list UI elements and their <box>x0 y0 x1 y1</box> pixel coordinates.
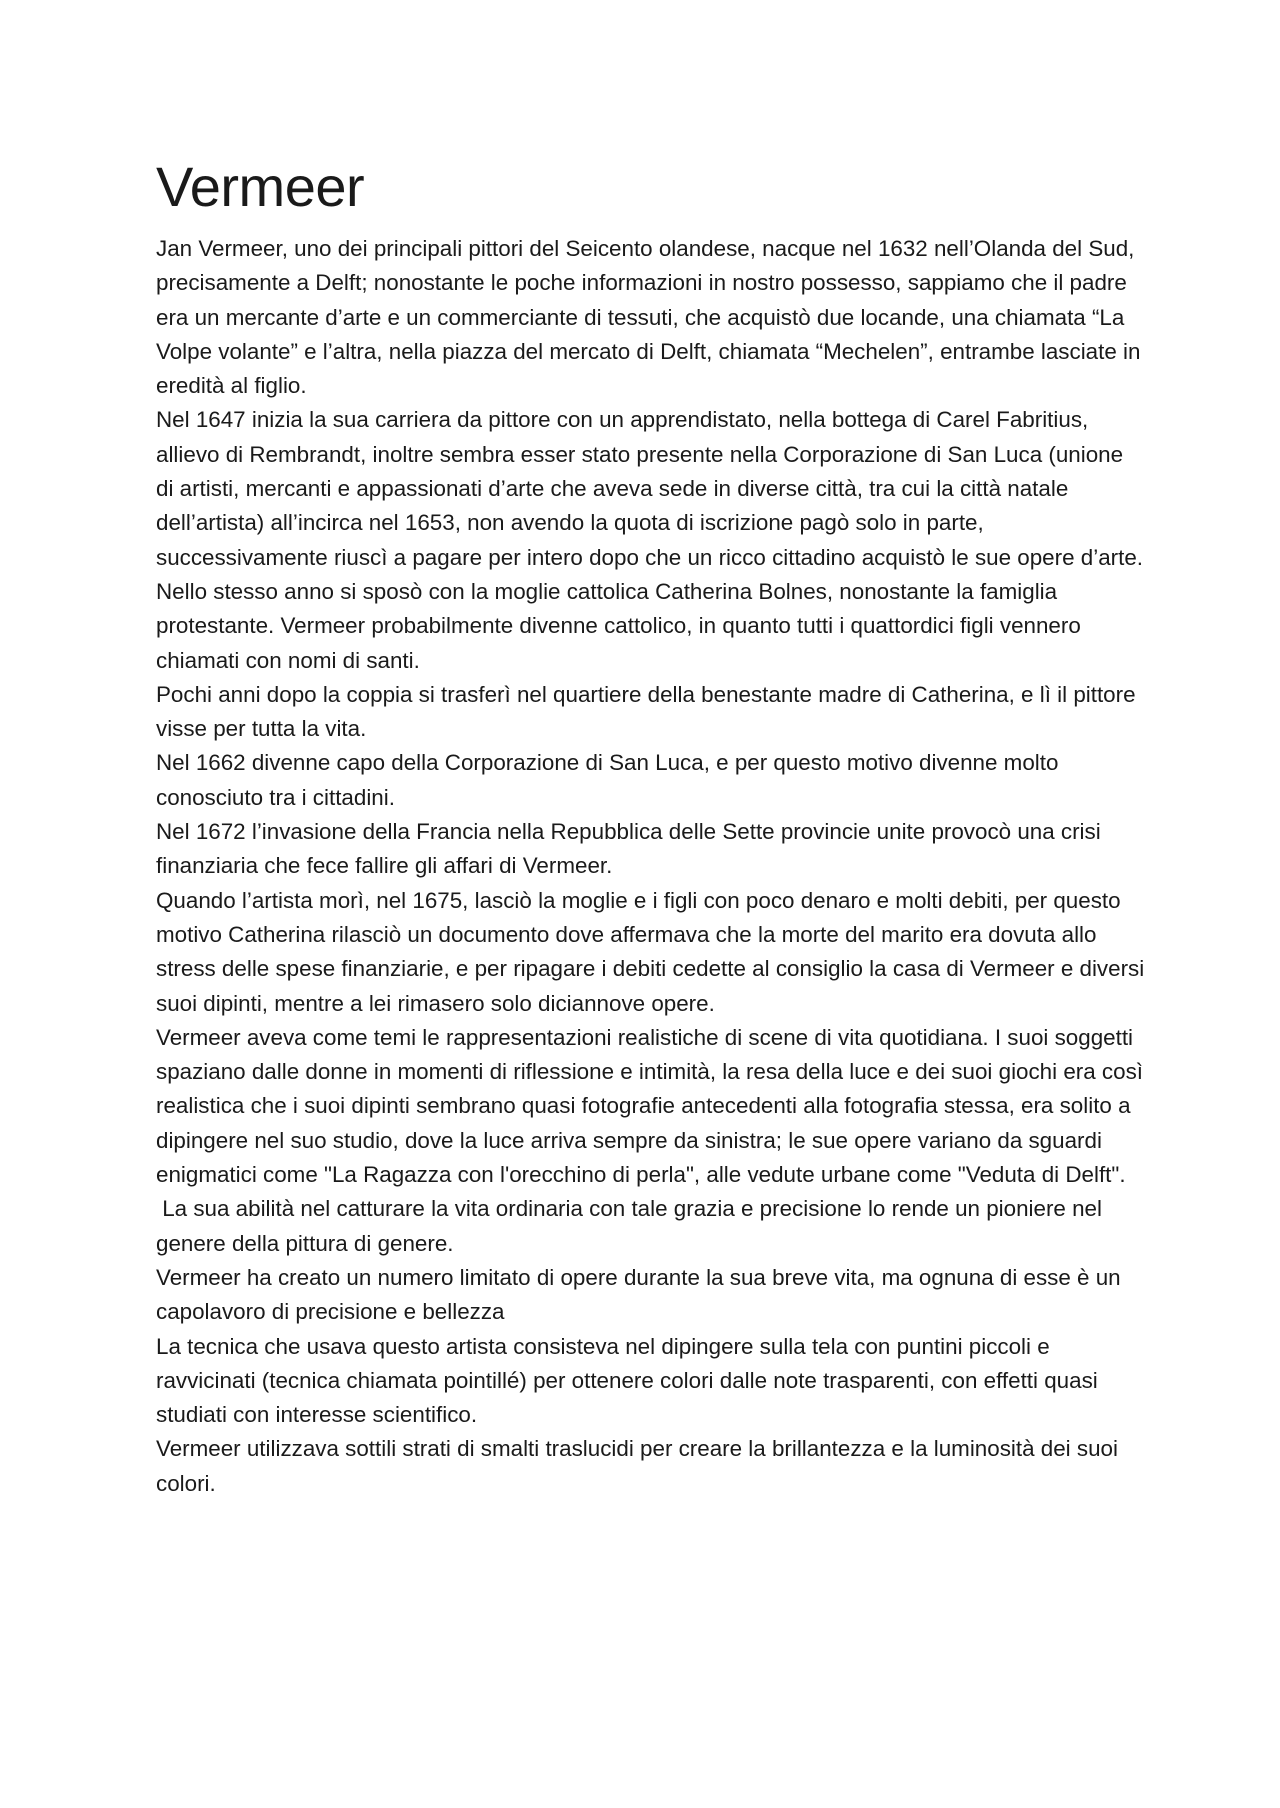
paragraph: La tecnica che usava questo artista consisteva nel dipingere sulla tela con puntini piccoli e ravvicinati (tecnica chiamata pointillé) per ottenere colori dalle note trasparenti, con effetti quasi studiati con interesse scientifico. <box>156 1333 1104 1428</box>
paragraph: Pochi anni dopo la coppia si trasferì nel quartiere della benestante madre di Catherina, e lì il pittore visse per tutta la vita. <box>156 681 1142 742</box>
paragraph: Quando l’artista morì, nel 1675, lasciò la moglie e i figli con poco denaro e molti debiti, per questo motivo Catherina rilasciò un documento dove affermava che la morte del marito era dovuta allo stress delle spese finanziarie, e per ripagare i debiti cedette al consiglio la casa di Vermeer e diversi suoi dipinti, mentre a lei rimasero solo diciannove opere. <box>156 887 1151 1016</box>
document-title: Vermeer <box>156 155 365 218</box>
paragraph: Nel 1647 inizia la sua carriera da pittore con un apprendistato, nella bottega di Carel Fabritius, allievo di Rembrandt, inoltre sembra esser stato presente nella Corporazione di San Luca (unione di artisti, mercanti e appassionati d’arte che aveva sede in diverse città, tra cui la città natale dell’artista) all’incirca nel 1653, non avendo la quota di iscrizione pagò solo in parte, successivamente riuscì a pagare per intero dopo che un ricco cittadino acquistò le sue opere d’arte. <box>156 407 1143 570</box>
paragraph: Nel 1662 divenne capo della Corporazione di San Luca, e per questo motivo divenne molto conosciuto tra i cittadini. <box>156 750 1065 810</box>
paragraph: Nello stesso anno si sposò con la moglie cattolica Catherina Bolnes, nonostante la famiglia protestante. Vermeer probabilmente divenne cattolico, in quanto tutti i quattordici figli vennero chiamati con nomi di santi. <box>156 578 1088 673</box>
paragraph: Vermeer utilizzava sottili strati di smalti traslucidi per creare la brillantezza e la luminosità dei suoi colori. <box>156 1436 1125 1496</box>
paragraph: Vermeer ha creato un numero limitato di opere durante la sua breve vita, ma ognuna di esse è un capolavoro di precisione e bellezza <box>156 1264 1127 1325</box>
paragraph: Nel 1672 l’invasione della Francia nella Repubblica delle Sette provincie unite provocò una crisi finanziaria che fece fallire gli affari di Vermeer. <box>156 819 1107 879</box>
paragraph: Jan Vermeer, uno dei principali pittori del Seicento olandese, nacque nel 1632 nell’Olanda del Sud, precisamente a Delft; nonostante le poche informazioni in nostro possesso, sappiamo che il padre era un mercante d’arte e un commerciante di tessuti, che acquistò due locande, una chiamata “La Volpe volante” e l’altra, nella piazza del mercato di Delft, chiamata “Mechelen”, entrambe lasciate in eredità al figlio. <box>156 236 1147 399</box>
paragraph: La sua abilità nel catturare la vita ordinaria con tale grazia e precisione lo rende un pioniere nel genere della pittura di genere. <box>156 1196 1109 1256</box>
paragraph: Vermeer aveva come temi le rappresentazioni realistiche di scene di vita quotidiana. I suoi soggetti spaziano dalle donne in momenti di riflessione e intimità, la resa della luce e dei suoi giochi era così realistica che i suoi dipinti sembrano quasi fotografie antecedenti alla fotografia stessa, era solito a dipingere nel suo studio, dove la luce arriva sempre da sinistra; le sue opere variano da sguardi enigmatici come "La Ragazza con l'orecchino di perla", alle vedute urbane come "Veduta di Delft". <box>156 1024 1150 1188</box>
document-body <box>156 154 1151 1501</box>
